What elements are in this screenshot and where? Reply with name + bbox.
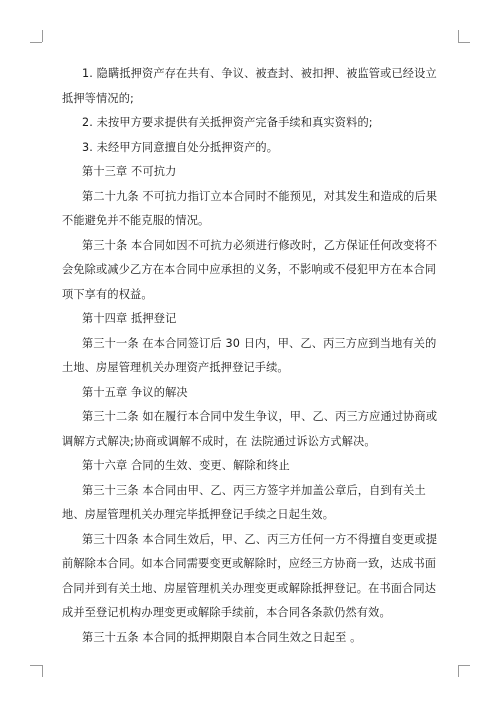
crop-mark-top-right bbox=[458, 42, 470, 43]
crop-mark-top-left bbox=[42, 30, 43, 42]
crop-mark-top-left bbox=[30, 42, 42, 43]
article-34: 第三十四条 本合同生效后，甲、乙、丙三方任何一方不得擅自变更或提前解除本合同。如本合同需要变更或解除时，应经三方协商一致，达成书面合同并到有关土地、房屋管理机关办理变更或解除抵押登记。在书面合同达成并至登记机构办理变更或解除手续前，本合同各条款仍然有效。 bbox=[62, 532, 438, 619]
crop-mark-top-right bbox=[458, 30, 459, 42]
crop-mark-bottom-left bbox=[30, 665, 42, 666]
chapter-heading-13: 第十三章 不可抗力 bbox=[82, 165, 177, 178]
crop-mark-bottom-right bbox=[458, 665, 470, 666]
article-33: 第三十三条 本合同由甲、乙、丙三方签字并加盖公章后，自到有关土地、房屋管理机关办理完毕抵押登记手续之日起生效。 bbox=[62, 483, 426, 521]
chapter-heading-15: 第十五章 争议的解决 bbox=[82, 385, 188, 399]
chapter-heading-14: 第十四章 抵押登记 bbox=[82, 312, 177, 325]
article-30: 第三十条 本合同如因不可抗力必须进行修改时，乙方保证任何改变将不会免除或减少乙方在本合同中应承担的义务，不影响或不侵犯甲方在本合同项下享有的权益。 bbox=[62, 238, 438, 301]
list-item-2: 2. 未按甲方要求提供有关抵押资产完备手续和真实资料的; bbox=[82, 116, 373, 129]
article-32: 第三十二条 如在履行本合同中发生争议，甲、乙、丙三方应通过协商或调解方式解决;协商或调解不成时，在 法院通过诉讼方式解决。 bbox=[62, 410, 438, 448]
list-item-1: 1. 隐瞒抵押资产存在共有、争议、被查封、被扣押、被监管或已经设立抵押等情况的; bbox=[62, 67, 437, 105]
crop-mark-bottom-left bbox=[42, 665, 43, 677]
article-35: 第三十五条 本合同的抵押期限自本合同生效之日起至 。 bbox=[82, 630, 362, 644]
article-31: 第三十一条 在本合同签订后 30 日内，甲、乙、丙三方应到当地有关的土地、房屋管理机关办理资产抵押登记手续。 bbox=[62, 336, 437, 374]
document-body bbox=[62, 62, 442, 650]
chapter-heading-16: 第十六章 合同的生效、变更、解除和终止 bbox=[82, 459, 290, 472]
list-item-3: 3. 未经甲方同意擅自处分抵押资产的。 bbox=[82, 140, 279, 154]
article-29: 第二十九条 不可抗力指订立本合同时不能预见，对其发生和造成的后果不能避免并不能克服的情况。 bbox=[62, 189, 438, 227]
crop-mark-bottom-right bbox=[458, 665, 459, 677]
